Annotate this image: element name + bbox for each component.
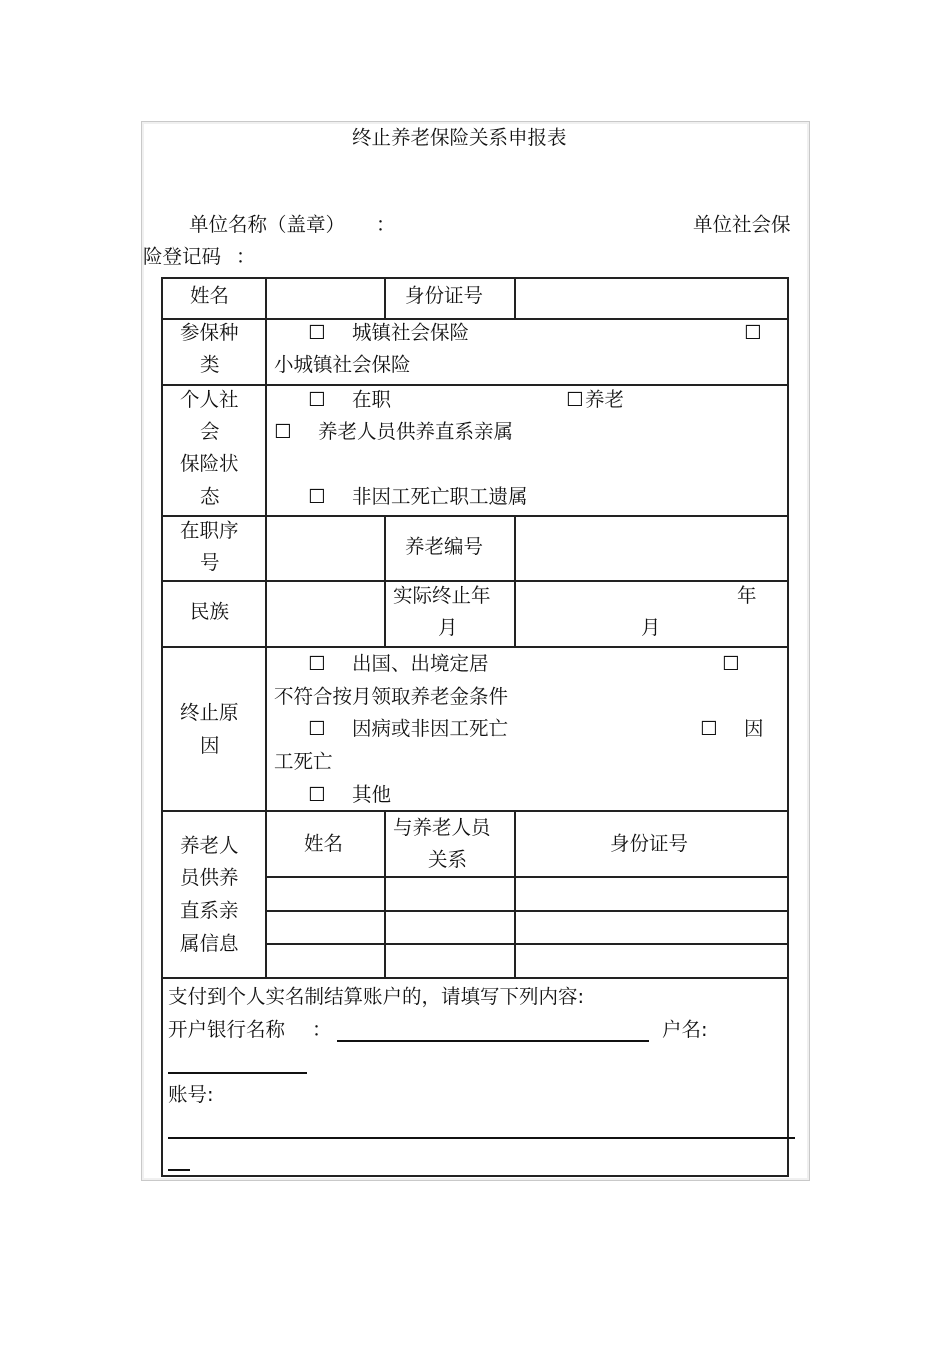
reason-checkbox-3[interactable]: ☐ (308, 717, 326, 740)
name-label: 姓名 (190, 284, 230, 307)
status-working-checkbox[interactable]: ☐ (308, 388, 326, 411)
dependent-col-id: 身份证号 (610, 832, 689, 855)
bank-name-colon: ： (312, 1018, 332, 1041)
status-survivor-checkbox[interactable]: ☐ (308, 485, 326, 508)
reason-option-2: 不符合按月领取养老金条件 (274, 685, 509, 708)
unit-code-label-2: 险登记码 (143, 245, 222, 268)
insurance-type-option-2: 小城镇社会保险 (274, 353, 411, 376)
pension-number-input[interactable] (518, 518, 785, 578)
reason-option-4-b: 工死亡 (274, 750, 333, 773)
table-border-right (787, 277, 789, 1176)
reason-option-5: 其他 (352, 783, 392, 806)
bank-name-label: 开户银行名称 (168, 1018, 286, 1041)
serial-label-1: 在职序 (180, 519, 239, 542)
reason-option-1: 出国、出境定居 (352, 652, 489, 675)
col-line (514, 810, 516, 978)
name-input[interactable] (268, 280, 382, 316)
status-dependent-option: 养老人员供养直系亲属 (318, 420, 514, 443)
col-line (265, 277, 267, 978)
status-label-4: 态 (200, 485, 220, 508)
reason-option-3: 因病或非因工死亡 (352, 717, 509, 740)
account-name-label: 户名: (662, 1018, 708, 1041)
dependent-col-relation-1: 与养老人员 (393, 816, 491, 839)
table-border-bottom (161, 1175, 789, 1177)
pension-number-label: 养老编号 (405, 535, 484, 558)
id-number-input[interactable] (518, 280, 785, 316)
reason-checkbox-1[interactable]: ☐ (308, 652, 326, 675)
reason-option-4-a: 因 (744, 717, 764, 740)
account-number-underline-continued (168, 1169, 190, 1171)
ethnicity-input[interactable] (268, 583, 382, 644)
status-label-3: 保险状 (180, 452, 239, 475)
serial-label-2: 号 (200, 551, 220, 574)
account-number-label: 账号: (168, 1083, 214, 1106)
unit-name-colon: ： (376, 213, 396, 236)
insurance-type-checkbox-2[interactable]: ☐ (744, 321, 762, 344)
row-line (161, 515, 789, 517)
insurance-type-label-1: 参保种 (180, 321, 239, 344)
reason-label-1: 终止原 (180, 701, 239, 724)
id-number-label: 身份证号 (405, 284, 484, 307)
dependent-col-name: 姓名 (304, 832, 344, 855)
unit-code-label-1: 单位社会保 (693, 213, 791, 236)
reason-checkbox-4[interactable]: ☐ (700, 717, 718, 740)
serial-input[interactable] (268, 518, 382, 578)
dependent-label-3: 直系亲 (180, 899, 239, 922)
insurance-type-option-1: 城镇社会保险 (352, 321, 470, 344)
status-pension-option: 养老 (585, 388, 625, 411)
reason-checkbox-5[interactable]: ☐ (308, 783, 326, 806)
table-border-left (161, 277, 163, 1176)
status-survivor-option: 非因工死亡职工遗属 (352, 485, 528, 508)
row-line (265, 910, 789, 912)
status-working-option: 在职 (352, 388, 392, 411)
account-name-underline[interactable] (168, 1072, 307, 1074)
col-line (384, 515, 386, 647)
insurance-type-label-2: 类 (200, 353, 220, 376)
status-dependent-checkbox[interactable]: ☐ (274, 420, 292, 443)
unit-name-label: 单位名称（盖章） (189, 213, 346, 236)
insurance-type-checkbox-1[interactable]: ☐ (308, 321, 326, 344)
status-label-1: 个人社 (180, 388, 239, 411)
dependent-col-relation-2: 关系 (428, 848, 468, 871)
form-title: 终止养老保险关系申报表 (352, 126, 567, 149)
end-date-label-1: 实际终止年 (393, 584, 491, 607)
col-line (514, 277, 516, 318)
col-line (514, 515, 516, 647)
dependent-label-1: 养老人 (180, 834, 239, 857)
bank-intro-text: 支付到个人实名制结算账户的，请填写下列内容: (168, 985, 585, 1008)
dependent-label-2: 员供养 (180, 866, 239, 889)
reason-checkbox-2[interactable]: ☐ (722, 652, 740, 675)
row-line (265, 876, 789, 878)
reason-label-2: 因 (200, 734, 220, 757)
status-label-2: 会 (200, 420, 220, 443)
unit-code-colon: ： (236, 245, 256, 268)
end-date-label-2: 月 (438, 616, 458, 639)
status-pension-checkbox[interactable]: ☐ (566, 388, 584, 411)
bank-name-underline[interactable] (337, 1040, 649, 1042)
dependent-label-4: 属信息 (180, 932, 239, 955)
account-number-underline[interactable] (168, 1137, 795, 1139)
row-line (265, 943, 789, 945)
row-line (161, 384, 789, 386)
row-line (161, 580, 789, 582)
end-date-year-unit: 年 (737, 584, 757, 607)
ethnicity-label: 民族 (190, 600, 230, 623)
row-line (161, 646, 789, 648)
col-line (384, 277, 386, 318)
row-line (161, 977, 789, 979)
table-border-top (161, 277, 789, 279)
row-line (161, 810, 789, 812)
col-line (384, 810, 386, 978)
end-date-month-unit: 月 (641, 616, 661, 639)
row-line (161, 318, 789, 320)
